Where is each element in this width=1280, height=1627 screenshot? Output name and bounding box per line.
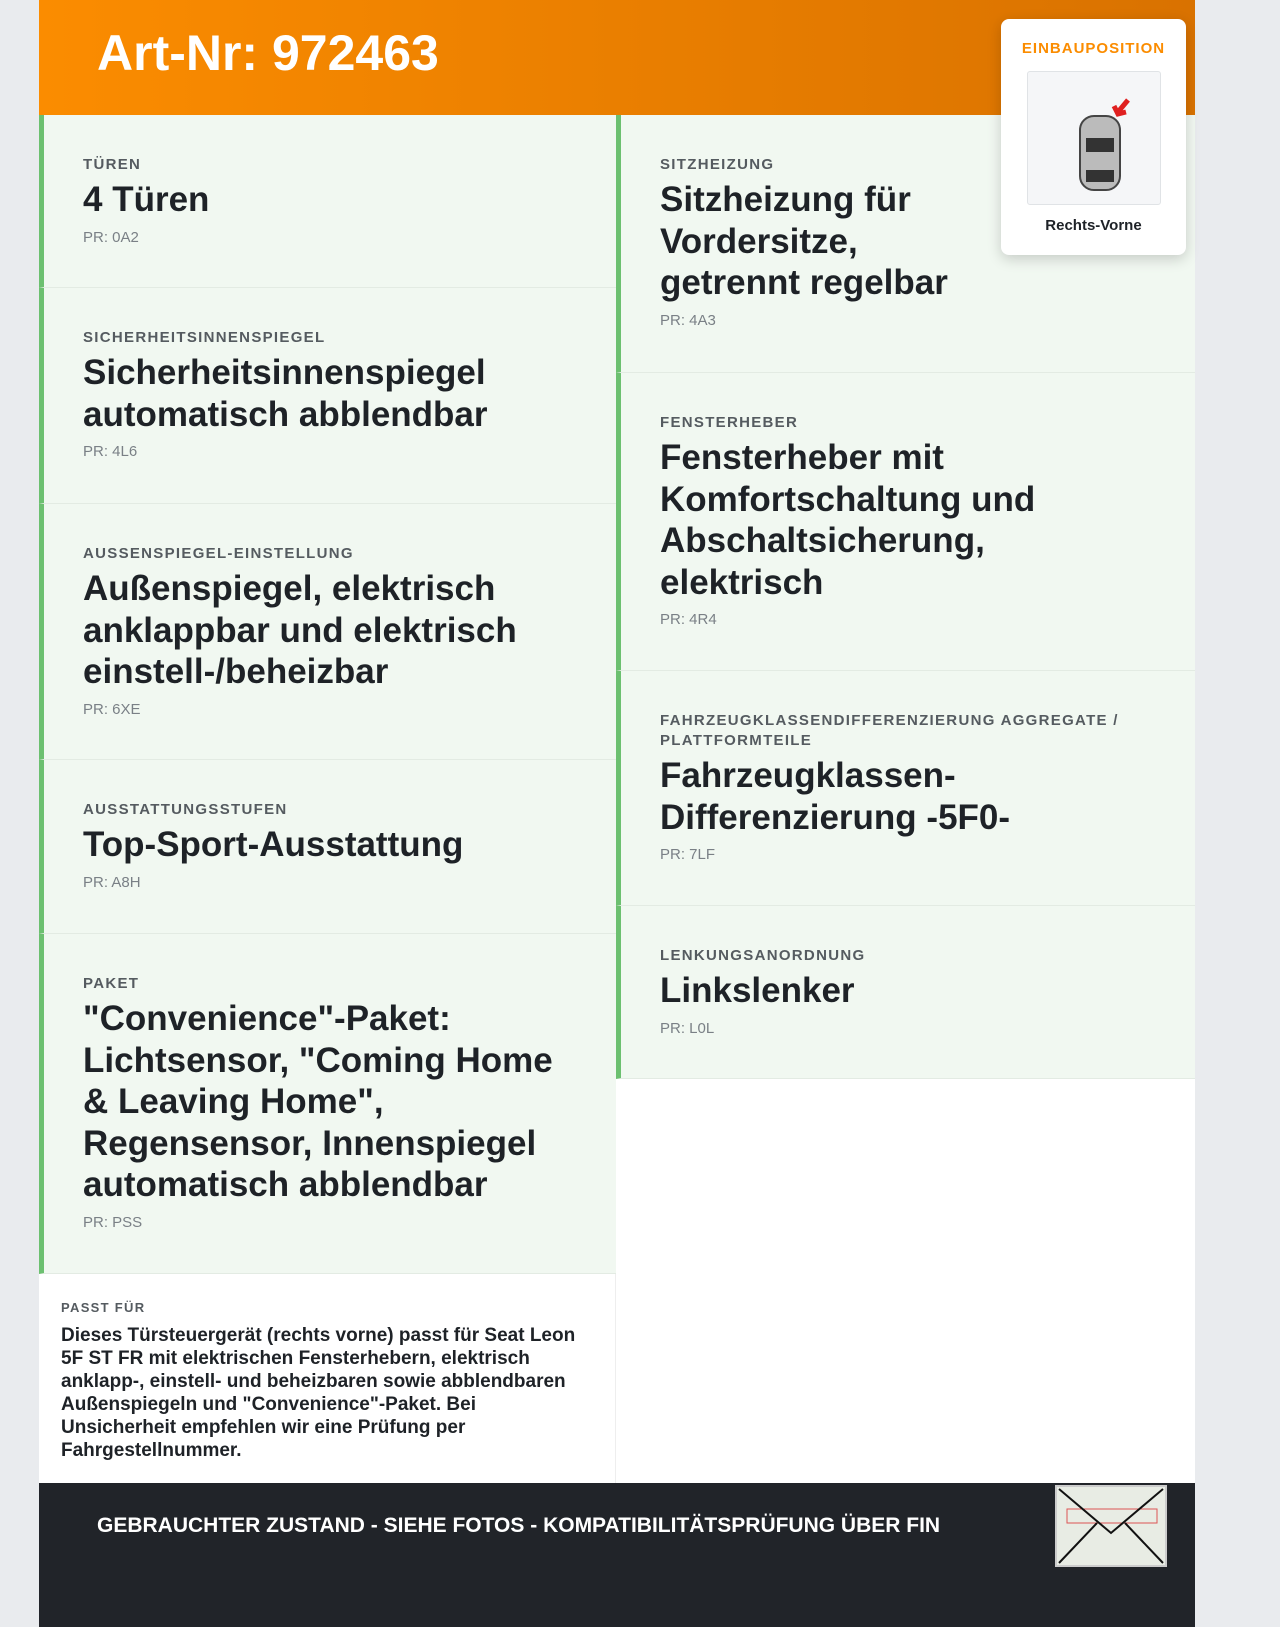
spec-label: TÜREN	[83, 156, 142, 173]
spec-value: 4 Türen	[83, 180, 210, 219]
spec-card	[39, 115, 616, 288]
envelope-icon	[1057, 1487, 1165, 1565]
spec-value: Fahrzeugklassen-Differenzierung -5F0-	[660, 756, 1011, 837]
spec-card	[616, 373, 1195, 671]
vin-document-image	[1055, 1485, 1167, 1567]
spec-label: AUSSTATTUNGSSTUFEN	[83, 801, 288, 818]
spec-pr: PR: A8H	[83, 873, 141, 891]
spec-card	[616, 906, 1195, 1079]
spec-card	[39, 288, 616, 504]
spec-card	[616, 671, 1195, 906]
spec-card	[39, 934, 616, 1274]
footer-banner	[39, 1483, 1195, 1627]
spec-label: FENSTERHEBER	[660, 414, 799, 431]
spec-value: Sicherheitsinnenspiegel automatisch abblendbar	[83, 353, 488, 434]
spec-card	[39, 760, 616, 934]
spec-card	[39, 504, 616, 760]
popup-caption: Rechts-Vorne	[1045, 217, 1142, 234]
spec-value: Fensterheber mit Komfortschaltung und Abschaltsicherung, elektrisch	[660, 438, 1036, 602]
spec-pr: PR: PSS	[83, 1213, 143, 1231]
footer-text: GEBRAUCHTER ZUSTAND - SIEHE FOTOS - KOMPATIBILITÄTSPRÜFUNG ÜBER FIN	[97, 1514, 941, 1537]
left-column	[39, 115, 616, 1274]
spec-value: "Convenience"-Paket: Lichtsensor, "Coming Home & Leaving Home", Regensensor, Innenspiegel automatisch abblendbar	[83, 999, 553, 1204]
popup-heading: EINBAUPOSITION	[1021, 40, 1166, 57]
spec-pr: PR: 4A3	[660, 311, 716, 329]
spec-value: Außenspiegel, elektrisch anklappbar und elektrisch einstell-/beheizbar	[83, 569, 517, 691]
car-top-view-icon	[1028, 72, 1162, 206]
spec-label: SITZHEIZUNG	[660, 156, 775, 173]
compatibility-section	[39, 1274, 616, 1483]
spec-value: Sitzheizung für Vordersitze, getrennt regelbar	[660, 180, 948, 302]
right-column	[616, 115, 1195, 1079]
spec-pr: PR: 4L6	[83, 443, 138, 460]
spec-label: AUSSENSPIEGEL-EINSTELLUNG	[83, 545, 354, 562]
installation-position-popup	[1001, 19, 1186, 255]
spec-label: LENKUNGSANORDNUNG	[660, 947, 866, 964]
compatibility-text: Dieses Türsteuergerät (rechts vorne) passt für Seat Leon 5F ST FR mit elektrischen Fensterhebern, elektrisch anklapp-, einstell- und beheizbaren sowie abblendbaren Außenspiegeln und "Convenience"-Paket. Bei Unsicherheit empfehlen wir eine Prüfung per Fahrgestellnummer.	[61, 1325, 576, 1461]
spec-pr: PR: 7LF	[660, 846, 716, 863]
spec-label: PAKET	[83, 975, 140, 992]
compatibility-label: PASST FÜR	[61, 1300, 146, 1315]
car-position-image	[1027, 71, 1161, 205]
spec-value: Linkslenker	[660, 971, 855, 1010]
spec-pr: PR: 4R4	[660, 611, 717, 628]
page-title: Art-Nr: 972463	[97, 25, 439, 81]
spec-pr: PR: 6XE	[83, 700, 141, 718]
spec-pr: PR: L0L	[660, 1019, 715, 1037]
spec-label: FAHRZEUGKLASSENDIFFERENZIERUNG AGGREGATE / PLATTFORMTEILE	[660, 712, 1119, 749]
spec-label: SICHERHEITSINNENSPIEGEL	[83, 329, 326, 346]
spec-value: Top-Sport-Ausstattung	[83, 825, 464, 864]
spec-pr: PR: 0A2	[83, 228, 139, 246]
